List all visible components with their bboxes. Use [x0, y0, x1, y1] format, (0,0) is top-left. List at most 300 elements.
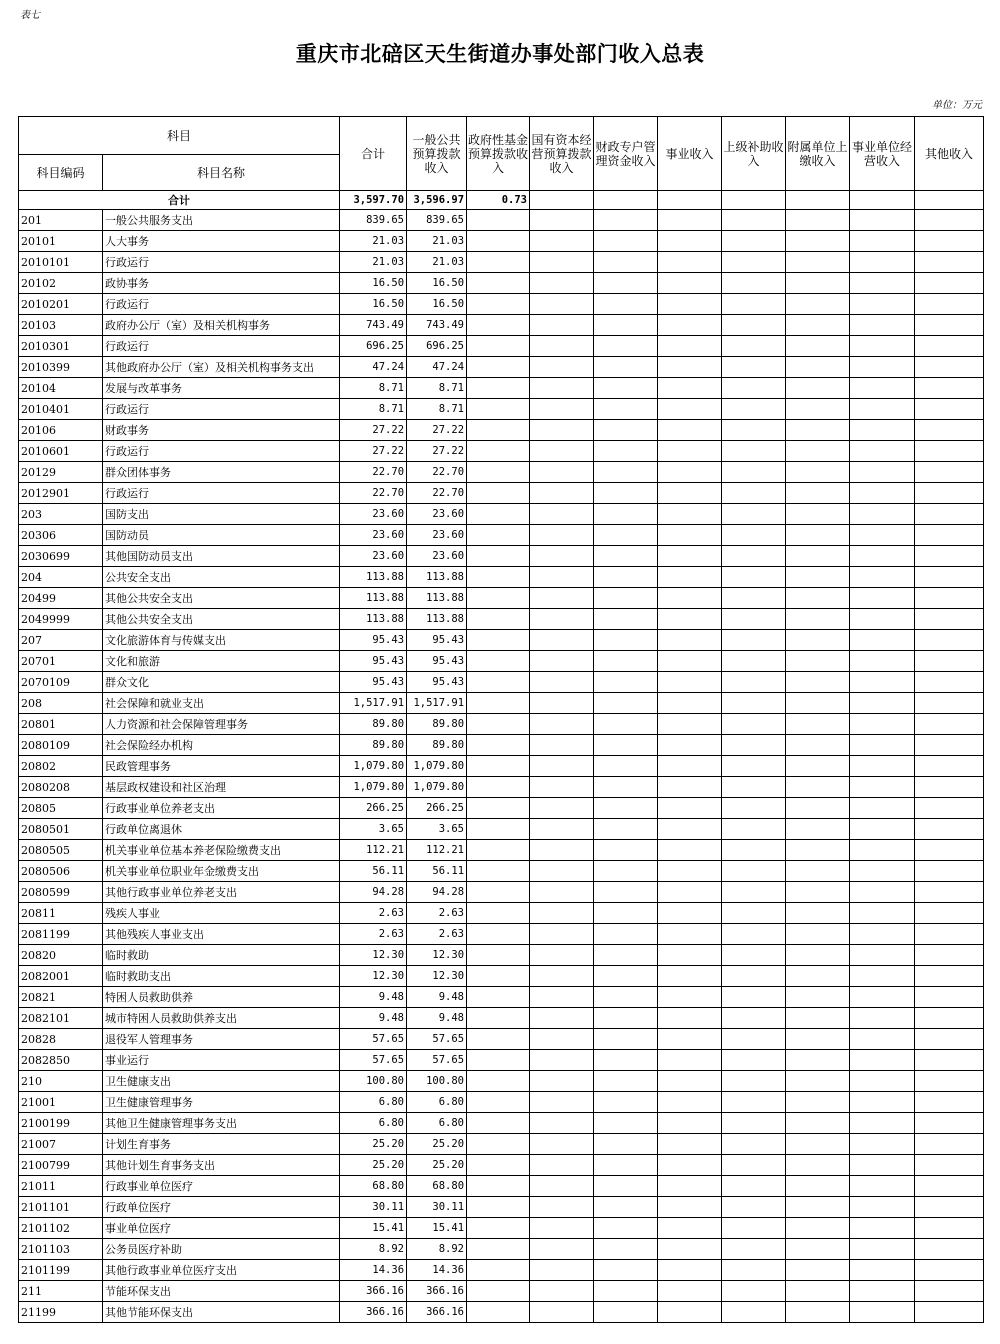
empty-cell — [530, 525, 594, 546]
row-general-budget: 1,079.80 — [407, 756, 467, 777]
empty-cell — [658, 1050, 722, 1071]
empty-cell — [467, 1218, 530, 1239]
row-code: 2010399 — [19, 357, 103, 378]
row-code: 207 — [19, 630, 103, 651]
row-total: 16.50 — [340, 273, 407, 294]
empty-cell — [850, 357, 915, 378]
empty-cell — [467, 1239, 530, 1260]
row-general-budget: 8.71 — [407, 378, 467, 399]
empty-cell — [467, 882, 530, 903]
row-general-budget: 23.60 — [407, 546, 467, 567]
row-general-budget: 22.70 — [407, 483, 467, 504]
empty-cell — [915, 567, 984, 588]
row-general-budget: 16.50 — [407, 273, 467, 294]
empty-cell — [530, 630, 594, 651]
empty-cell — [722, 693, 786, 714]
row-total: 839.65 — [340, 210, 407, 231]
empty-cell — [467, 1092, 530, 1113]
empty-cell — [594, 819, 658, 840]
empty-cell — [467, 567, 530, 588]
empty-cell — [786, 861, 850, 882]
row-code: 2030699 — [19, 546, 103, 567]
row-name: 公务员医疗补助 — [103, 1239, 340, 1260]
empty-cell — [658, 191, 722, 210]
empty-cell — [915, 399, 984, 420]
empty-cell — [530, 798, 594, 819]
empty-cell — [594, 210, 658, 231]
row-name: 行政事业单位养老支出 — [103, 798, 340, 819]
row-name: 行政运行 — [103, 483, 340, 504]
empty-cell — [786, 1113, 850, 1134]
row-total: 16.50 — [340, 294, 407, 315]
row-general-budget: 112.21 — [407, 840, 467, 861]
empty-cell — [467, 903, 530, 924]
empty-cell — [786, 945, 850, 966]
empty-cell — [850, 882, 915, 903]
row-code: 21001 — [19, 1092, 103, 1113]
empty-cell — [850, 294, 915, 315]
row-total: 22.70 — [340, 462, 407, 483]
table-row — [19, 987, 984, 1008]
empty-cell — [722, 399, 786, 420]
empty-cell — [467, 840, 530, 861]
empty-cell — [915, 462, 984, 483]
empty-cell — [467, 273, 530, 294]
empty-cell — [850, 1134, 915, 1155]
empty-cell — [722, 252, 786, 273]
empty-cell — [530, 651, 594, 672]
row-general-budget: 113.88 — [407, 609, 467, 630]
empty-cell — [530, 210, 594, 231]
empty-cell — [850, 609, 915, 630]
empty-cell — [915, 903, 984, 924]
empty-cell — [722, 525, 786, 546]
empty-cell — [722, 1281, 786, 1302]
row-total: 6.80 — [340, 1092, 407, 1113]
empty-cell — [530, 1302, 594, 1323]
row-total: 112.21 — [340, 840, 407, 861]
row-general-budget: 696.25 — [407, 336, 467, 357]
empty-cell — [915, 357, 984, 378]
empty-cell — [850, 693, 915, 714]
empty-cell — [530, 1050, 594, 1071]
empty-cell — [915, 210, 984, 231]
empty-cell — [594, 693, 658, 714]
row-total: 27.22 — [340, 420, 407, 441]
empty-cell — [915, 672, 984, 693]
header-subject: 科目 — [19, 117, 340, 155]
row-code: 20129 — [19, 462, 103, 483]
row-total: 1,517.91 — [340, 693, 407, 714]
table-row — [19, 441, 984, 462]
row-name: 一般公共服务支出 — [103, 210, 340, 231]
empty-cell — [658, 924, 722, 945]
empty-cell — [530, 357, 594, 378]
empty-cell — [850, 1029, 915, 1050]
row-general-budget: 1,079.80 — [407, 777, 467, 798]
empty-cell — [594, 483, 658, 504]
empty-cell — [594, 1176, 658, 1197]
empty-cell — [786, 1197, 850, 1218]
empty-cell — [467, 1281, 530, 1302]
empty-cell — [594, 441, 658, 462]
row-name: 行政运行 — [103, 399, 340, 420]
empty-cell — [722, 441, 786, 462]
empty-cell — [594, 567, 658, 588]
row-total: 23.60 — [340, 546, 407, 567]
empty-cell — [530, 336, 594, 357]
empty-cell — [594, 714, 658, 735]
empty-cell — [467, 378, 530, 399]
total-gov-fund-value: 0.73 — [467, 191, 530, 210]
row-general-budget: 9.48 — [407, 1008, 467, 1029]
header-col-affiliated-income: 附属单位上缴收入 — [786, 117, 850, 191]
empty-cell — [722, 1218, 786, 1239]
empty-cell — [594, 672, 658, 693]
row-total: 25.20 — [340, 1134, 407, 1155]
empty-cell — [915, 336, 984, 357]
row-general-budget: 23.60 — [407, 504, 467, 525]
row-name: 发展与改革事务 — [103, 378, 340, 399]
row-total: 12.30 — [340, 945, 407, 966]
row-total: 12.30 — [340, 966, 407, 987]
empty-cell — [786, 315, 850, 336]
empty-cell — [850, 546, 915, 567]
empty-cell — [786, 798, 850, 819]
empty-cell — [594, 1239, 658, 1260]
empty-cell — [658, 378, 722, 399]
row-total: 27.22 — [340, 441, 407, 462]
row-code: 2100199 — [19, 1113, 103, 1134]
empty-cell — [850, 1008, 915, 1029]
table-row — [19, 819, 984, 840]
empty-cell — [530, 861, 594, 882]
table-row — [19, 1218, 984, 1239]
row-code: 2080109 — [19, 735, 103, 756]
empty-cell — [594, 1218, 658, 1239]
row-general-budget: 68.80 — [407, 1176, 467, 1197]
table-row — [19, 1113, 984, 1134]
empty-cell — [658, 357, 722, 378]
empty-cell — [530, 546, 594, 567]
total-general-value: 3,596.97 — [407, 191, 467, 210]
empty-cell — [786, 567, 850, 588]
empty-cell — [467, 819, 530, 840]
row-general-budget: 12.30 — [407, 945, 467, 966]
row-code: 2082001 — [19, 966, 103, 987]
empty-cell — [850, 672, 915, 693]
row-code: 208 — [19, 693, 103, 714]
empty-cell — [658, 1113, 722, 1134]
empty-cell — [722, 588, 786, 609]
row-total: 94.28 — [340, 882, 407, 903]
row-code: 2080208 — [19, 777, 103, 798]
empty-cell — [594, 735, 658, 756]
row-code: 20701 — [19, 651, 103, 672]
row-general-budget: 113.88 — [407, 567, 467, 588]
empty-cell — [658, 1176, 722, 1197]
empty-cell — [786, 378, 850, 399]
empty-cell — [658, 903, 722, 924]
empty-cell — [722, 798, 786, 819]
empty-cell — [594, 504, 658, 525]
empty-cell — [658, 1239, 722, 1260]
empty-cell — [786, 420, 850, 441]
empty-cell — [850, 1071, 915, 1092]
row-name: 公共安全支出 — [103, 567, 340, 588]
row-total: 2.63 — [340, 924, 407, 945]
empty-cell — [786, 672, 850, 693]
empty-cell — [594, 1281, 658, 1302]
empty-cell — [594, 861, 658, 882]
empty-cell — [722, 420, 786, 441]
empty-cell — [530, 315, 594, 336]
empty-cell — [915, 1281, 984, 1302]
empty-cell — [722, 840, 786, 861]
empty-cell — [658, 399, 722, 420]
row-total: 22.70 — [340, 483, 407, 504]
empty-cell — [594, 756, 658, 777]
empty-cell — [786, 336, 850, 357]
table-row — [19, 1302, 984, 1323]
empty-cell — [786, 1176, 850, 1197]
empty-cell — [658, 1155, 722, 1176]
table-row — [19, 336, 984, 357]
empty-cell — [467, 294, 530, 315]
empty-cell — [530, 504, 594, 525]
empty-cell — [594, 588, 658, 609]
row-code: 21199 — [19, 1302, 103, 1323]
empty-cell — [722, 1071, 786, 1092]
row-general-budget: 14.36 — [407, 1260, 467, 1281]
empty-cell — [594, 609, 658, 630]
table-row — [19, 882, 984, 903]
table-row — [19, 1134, 984, 1155]
empty-cell — [594, 924, 658, 945]
table-row — [19, 315, 984, 336]
empty-cell — [658, 336, 722, 357]
row-name: 其他国防动员支出 — [103, 546, 340, 567]
row-general-budget: 25.20 — [407, 1134, 467, 1155]
row-total: 95.43 — [340, 630, 407, 651]
empty-cell — [467, 714, 530, 735]
income-table — [18, 116, 984, 1323]
empty-cell — [530, 483, 594, 504]
empty-cell — [915, 630, 984, 651]
header-col-gov-fund: 政府性基金预算拨款收入 — [467, 117, 530, 191]
empty-cell — [467, 609, 530, 630]
row-total: 68.80 — [340, 1176, 407, 1197]
row-total: 57.65 — [340, 1029, 407, 1050]
empty-cell — [658, 1008, 722, 1029]
empty-cell — [850, 378, 915, 399]
header-col-superior-subsidy: 上级补助收入 — [722, 117, 786, 191]
empty-cell — [786, 1008, 850, 1029]
row-general-budget: 839.65 — [407, 210, 467, 231]
table-row — [19, 483, 984, 504]
empty-cell — [658, 315, 722, 336]
empty-cell — [722, 1260, 786, 1281]
row-name: 临时救助支出 — [103, 966, 340, 987]
empty-cell — [915, 273, 984, 294]
empty-cell — [915, 735, 984, 756]
empty-cell — [786, 441, 850, 462]
empty-cell — [530, 693, 594, 714]
empty-cell — [786, 546, 850, 567]
empty-cell — [467, 252, 530, 273]
table-row — [19, 1239, 984, 1260]
row-code: 2010401 — [19, 399, 103, 420]
empty-cell — [530, 987, 594, 1008]
row-code: 20104 — [19, 378, 103, 399]
empty-cell — [850, 798, 915, 819]
table-row — [19, 1050, 984, 1071]
empty-cell — [467, 357, 530, 378]
empty-cell — [722, 966, 786, 987]
empty-cell — [850, 714, 915, 735]
empty-cell — [786, 399, 850, 420]
empty-cell — [594, 315, 658, 336]
row-total: 23.60 — [340, 525, 407, 546]
empty-cell — [915, 882, 984, 903]
empty-cell — [722, 378, 786, 399]
row-name: 事业单位医疗 — [103, 1218, 340, 1239]
empty-cell — [594, 651, 658, 672]
row-name: 文化旅游体育与传媒支出 — [103, 630, 340, 651]
empty-cell — [658, 651, 722, 672]
row-code: 2082850 — [19, 1050, 103, 1071]
table-row — [19, 840, 984, 861]
empty-cell — [722, 231, 786, 252]
table-row — [19, 567, 984, 588]
empty-cell — [594, 966, 658, 987]
row-name: 行政运行 — [103, 336, 340, 357]
empty-cell — [786, 483, 850, 504]
empty-cell — [850, 231, 915, 252]
empty-cell — [915, 924, 984, 945]
header-col-other-income: 其他收入 — [915, 117, 984, 191]
empty-cell — [658, 588, 722, 609]
empty-cell — [850, 777, 915, 798]
empty-cell — [722, 1239, 786, 1260]
empty-cell — [915, 1260, 984, 1281]
empty-cell — [850, 840, 915, 861]
empty-cell — [530, 399, 594, 420]
empty-cell — [658, 1092, 722, 1113]
empty-cell — [530, 672, 594, 693]
empty-cell — [786, 987, 850, 1008]
row-code: 21011 — [19, 1176, 103, 1197]
row-total: 9.48 — [340, 987, 407, 1008]
row-general-budget: 16.50 — [407, 294, 467, 315]
empty-cell — [594, 1134, 658, 1155]
empty-cell — [594, 191, 658, 210]
empty-cell — [722, 357, 786, 378]
row-general-budget: 95.43 — [407, 672, 467, 693]
header-code: 科目编码 — [19, 155, 103, 191]
row-name: 机关事业单位基本养老保险缴费支出 — [103, 840, 340, 861]
empty-cell — [530, 1155, 594, 1176]
empty-cell — [658, 1029, 722, 1050]
row-code: 20103 — [19, 315, 103, 336]
row-total: 696.25 — [340, 336, 407, 357]
empty-cell — [722, 1008, 786, 1029]
empty-cell — [850, 924, 915, 945]
empty-cell — [915, 191, 984, 210]
empty-cell — [786, 1029, 850, 1050]
empty-cell — [786, 693, 850, 714]
table-row — [19, 1260, 984, 1281]
empty-cell — [722, 462, 786, 483]
empty-cell — [722, 1050, 786, 1071]
empty-cell — [467, 483, 530, 504]
row-code: 20820 — [19, 945, 103, 966]
empty-cell — [658, 1197, 722, 1218]
empty-cell — [722, 1176, 786, 1197]
empty-cell — [467, 315, 530, 336]
empty-cell — [467, 798, 530, 819]
row-code: 20805 — [19, 798, 103, 819]
row-code: 2080506 — [19, 861, 103, 882]
empty-cell — [467, 924, 530, 945]
empty-cell — [786, 1050, 850, 1071]
row-code: 2070109 — [19, 672, 103, 693]
row-code: 20102 — [19, 273, 103, 294]
row-code: 2080501 — [19, 819, 103, 840]
empty-cell — [850, 651, 915, 672]
row-total: 113.88 — [340, 588, 407, 609]
empty-cell — [915, 378, 984, 399]
empty-cell — [594, 1029, 658, 1050]
empty-cell — [722, 1134, 786, 1155]
table-row — [19, 1092, 984, 1113]
row-general-budget: 2.63 — [407, 924, 467, 945]
row-code: 201 — [19, 210, 103, 231]
empty-cell — [786, 1302, 850, 1323]
row-general-budget: 47.24 — [407, 357, 467, 378]
empty-cell — [850, 735, 915, 756]
empty-cell — [722, 756, 786, 777]
row-code: 20802 — [19, 756, 103, 777]
row-general-budget: 6.80 — [407, 1113, 467, 1134]
table-row — [19, 1155, 984, 1176]
empty-cell — [467, 1050, 530, 1071]
empty-cell — [594, 420, 658, 441]
table-row — [19, 903, 984, 924]
empty-cell — [850, 1302, 915, 1323]
empty-cell — [915, 588, 984, 609]
empty-cell — [467, 861, 530, 882]
row-total: 15.41 — [340, 1218, 407, 1239]
empty-cell — [915, 1113, 984, 1134]
empty-cell — [786, 882, 850, 903]
empty-cell — [658, 861, 722, 882]
empty-cell — [786, 630, 850, 651]
empty-cell — [530, 1239, 594, 1260]
empty-cell — [850, 315, 915, 336]
row-total: 9.48 — [340, 1008, 407, 1029]
empty-cell — [722, 1197, 786, 1218]
empty-cell — [530, 882, 594, 903]
row-general-budget: 743.49 — [407, 315, 467, 336]
empty-cell — [594, 1050, 658, 1071]
empty-cell — [467, 1071, 530, 1092]
empty-cell — [722, 1029, 786, 1050]
empty-cell — [658, 840, 722, 861]
table-row — [19, 210, 984, 231]
empty-cell — [658, 1260, 722, 1281]
empty-cell — [850, 987, 915, 1008]
